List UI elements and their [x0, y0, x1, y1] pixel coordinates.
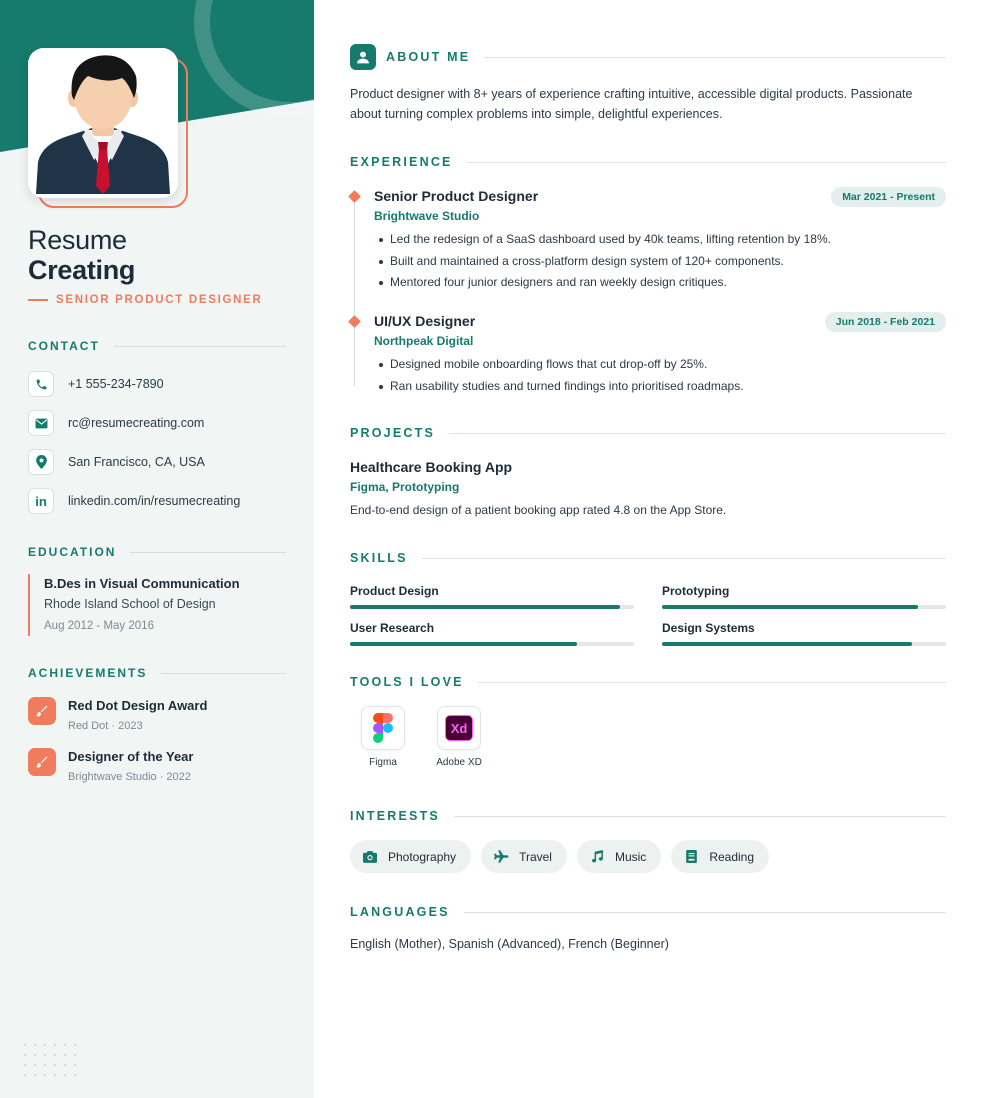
- education-heading-text: EDUCATION: [28, 545, 117, 559]
- achievement-item: [28, 748, 286, 788]
- experience-heading-text: EXPERIENCE: [350, 155, 453, 169]
- skill-fill: [662, 605, 918, 609]
- adobe-xd-glyph: Xd: [450, 720, 468, 736]
- achievements-heading: [28, 666, 286, 680]
- divider: [449, 433, 946, 434]
- job-bullets: [376, 354, 744, 397]
- languages-text: English (Mother), Spanish (Advanced), French (Beginner): [350, 937, 669, 951]
- achievement-sub: Brightwave Studio · 2022: [68, 771, 191, 783]
- interest-chip: [481, 840, 567, 873]
- education-entry: [28, 574, 286, 636]
- skill-item: [350, 620, 634, 646]
- skill-track: [350, 642, 634, 646]
- tool-item: [353, 706, 413, 768]
- achievement-sub: Red Dot · 2023: [68, 720, 143, 732]
- contact-heading: [28, 339, 286, 353]
- divider: [464, 912, 946, 913]
- interest-chip: [577, 840, 661, 873]
- job-company: Northpeak Digital: [374, 334, 474, 348]
- contact-text: linkedin.com/in/resumecreating: [68, 494, 241, 508]
- about-heading: [350, 49, 946, 65]
- tools-heading-text: TOOLS I LOVE: [350, 675, 464, 689]
- sidebar: [0, 0, 314, 1098]
- job-bullet: Mentored four junior designers and ran weekly design critiques.: [376, 272, 831, 294]
- skill-name: Product Design: [350, 584, 439, 598]
- timeline-marker: [348, 315, 361, 328]
- name-last: Creating: [28, 255, 136, 285]
- job-bullet: Built and maintained a cross-platform design system of 120+ components.: [376, 251, 831, 273]
- degree: B.Des in Visual Communication: [44, 576, 240, 591]
- camera-icon: [362, 849, 378, 865]
- job-bullets: [376, 229, 831, 294]
- plane-icon: [493, 849, 509, 865]
- music-note-icon: [589, 849, 605, 865]
- experience-heading: [350, 154, 946, 170]
- languages-heading: [350, 904, 946, 920]
- figma-icon: [361, 706, 405, 750]
- interest-chip: [350, 840, 471, 873]
- job-date-badge: Mar 2021 - Present: [831, 187, 946, 207]
- book-icon: [683, 849, 699, 865]
- contact-linkedin[interactable]: [28, 488, 240, 514]
- contact-text: rc@resumecreating.com: [68, 416, 205, 430]
- job-bullet: Ran usability studies and turned findings into prioritised roadmaps.: [376, 376, 744, 398]
- achievement-item: [28, 697, 286, 737]
- contact-location[interactable]: [28, 449, 205, 475]
- job-title: Senior Product Designer: [374, 188, 539, 204]
- skill-fill: [350, 605, 620, 609]
- education-heading: [28, 545, 286, 559]
- interests-heading-text: INTERESTS: [350, 809, 440, 823]
- timeline-marker: [348, 190, 361, 203]
- main-content: [314, 0, 982, 1098]
- contact-text: +1 555-234-7890: [68, 377, 164, 391]
- projects-heading-text: PROJECTS: [350, 426, 435, 440]
- contact-heading-text: CONTACT: [28, 339, 100, 353]
- divider: [484, 57, 946, 58]
- languages-heading-text: LANGUAGES: [350, 905, 450, 919]
- achievement-title: Designer of the Year: [68, 749, 194, 764]
- linkedin-icon: in: [28, 488, 54, 514]
- brush-icon: [28, 748, 56, 776]
- skill-name: User Research: [350, 621, 435, 635]
- profile-photo: [28, 48, 188, 208]
- about-heading-text: ABOUT ME: [386, 50, 471, 64]
- interest-label: Music: [614, 849, 647, 864]
- interests-list: [350, 840, 779, 873]
- interest-label: Travel: [519, 849, 552, 864]
- job-bullet: Led the redesign of a SaaS dashboard used by 40k teams, lifting retention by 18%.: [376, 229, 831, 251]
- skill-track: [662, 642, 946, 646]
- education-dates: Aug 2012 - May 2016: [44, 620, 154, 632]
- skill-track: [662, 605, 946, 609]
- tool-item: [429, 706, 489, 768]
- job-title: UI/UX Designer: [374, 313, 476, 329]
- about-text: Product designer with 8+ years of experience crafting intuitive, accessible digital products. Passionate about turning complex problems into simple, delightful experiences.: [350, 87, 913, 121]
- job-bullet: Designed mobile onboarding flows that cut drop-off by 25%.: [376, 354, 744, 376]
- contact-phone[interactable]: [28, 371, 164, 397]
- skill-item: [662, 583, 946, 609]
- role-dash: [28, 299, 48, 301]
- skill-fill: [350, 642, 577, 646]
- projects-heading: [350, 425, 946, 441]
- achievement-title: Red Dot Design Award: [68, 698, 208, 713]
- skill-item: [662, 620, 946, 646]
- skill-track: [350, 605, 634, 609]
- project-title: Healthcare Booking App: [350, 459, 513, 475]
- school: Rhode Island School of Design: [44, 597, 216, 611]
- phone-icon: [28, 371, 54, 397]
- divider: [467, 162, 946, 163]
- divider: [161, 673, 286, 674]
- divider: [422, 558, 946, 559]
- skill-fill: [662, 642, 912, 646]
- interest-label: Photography: [388, 849, 457, 864]
- avatar: [28, 48, 178, 198]
- project-tech: Figma, Prototyping: [350, 480, 460, 494]
- tools-heading: [350, 674, 946, 690]
- location-pin-icon: [28, 449, 54, 475]
- divider: [130, 552, 286, 553]
- skill-name: Design Systems: [662, 621, 755, 635]
- achievements-heading-text: ACHIEVEMENTS: [28, 666, 148, 680]
- job-date-badge: Jun 2018 - Feb 2021: [825, 312, 946, 332]
- divider: [478, 682, 946, 683]
- job-role: [28, 293, 263, 307]
- divider: [454, 816, 946, 817]
- contact-email[interactable]: [28, 410, 204, 436]
- decorative-dots: [22, 1042, 82, 1082]
- contact-text: San Francisco, CA, USA: [68, 455, 205, 469]
- job-company: Brightwave Studio: [374, 209, 480, 223]
- skill-item: [350, 583, 634, 609]
- tool-name: Adobe XD: [436, 757, 482, 768]
- name-first: Resume: [28, 225, 127, 255]
- role-text: SENIOR PRODUCT DESIGNER: [56, 294, 263, 306]
- divider: [114, 346, 286, 347]
- skills-heading-text: SKILLS: [350, 551, 408, 565]
- timeline-line: [354, 196, 355, 386]
- tool-name: Figma: [369, 757, 397, 768]
- skill-name: Prototyping: [662, 584, 730, 598]
- interest-chip: [671, 840, 769, 873]
- user-icon: [350, 44, 376, 70]
- adobe-xd-icon: [437, 706, 481, 750]
- mail-icon: [28, 410, 54, 436]
- interest-label: Reading: [709, 849, 755, 864]
- skills-heading: [350, 550, 946, 566]
- project-description: End-to-end design of a patient booking app rated 4.8 on the App Store.: [350, 503, 727, 517]
- brush-icon: [28, 697, 56, 725]
- interests-heading: [350, 808, 946, 824]
